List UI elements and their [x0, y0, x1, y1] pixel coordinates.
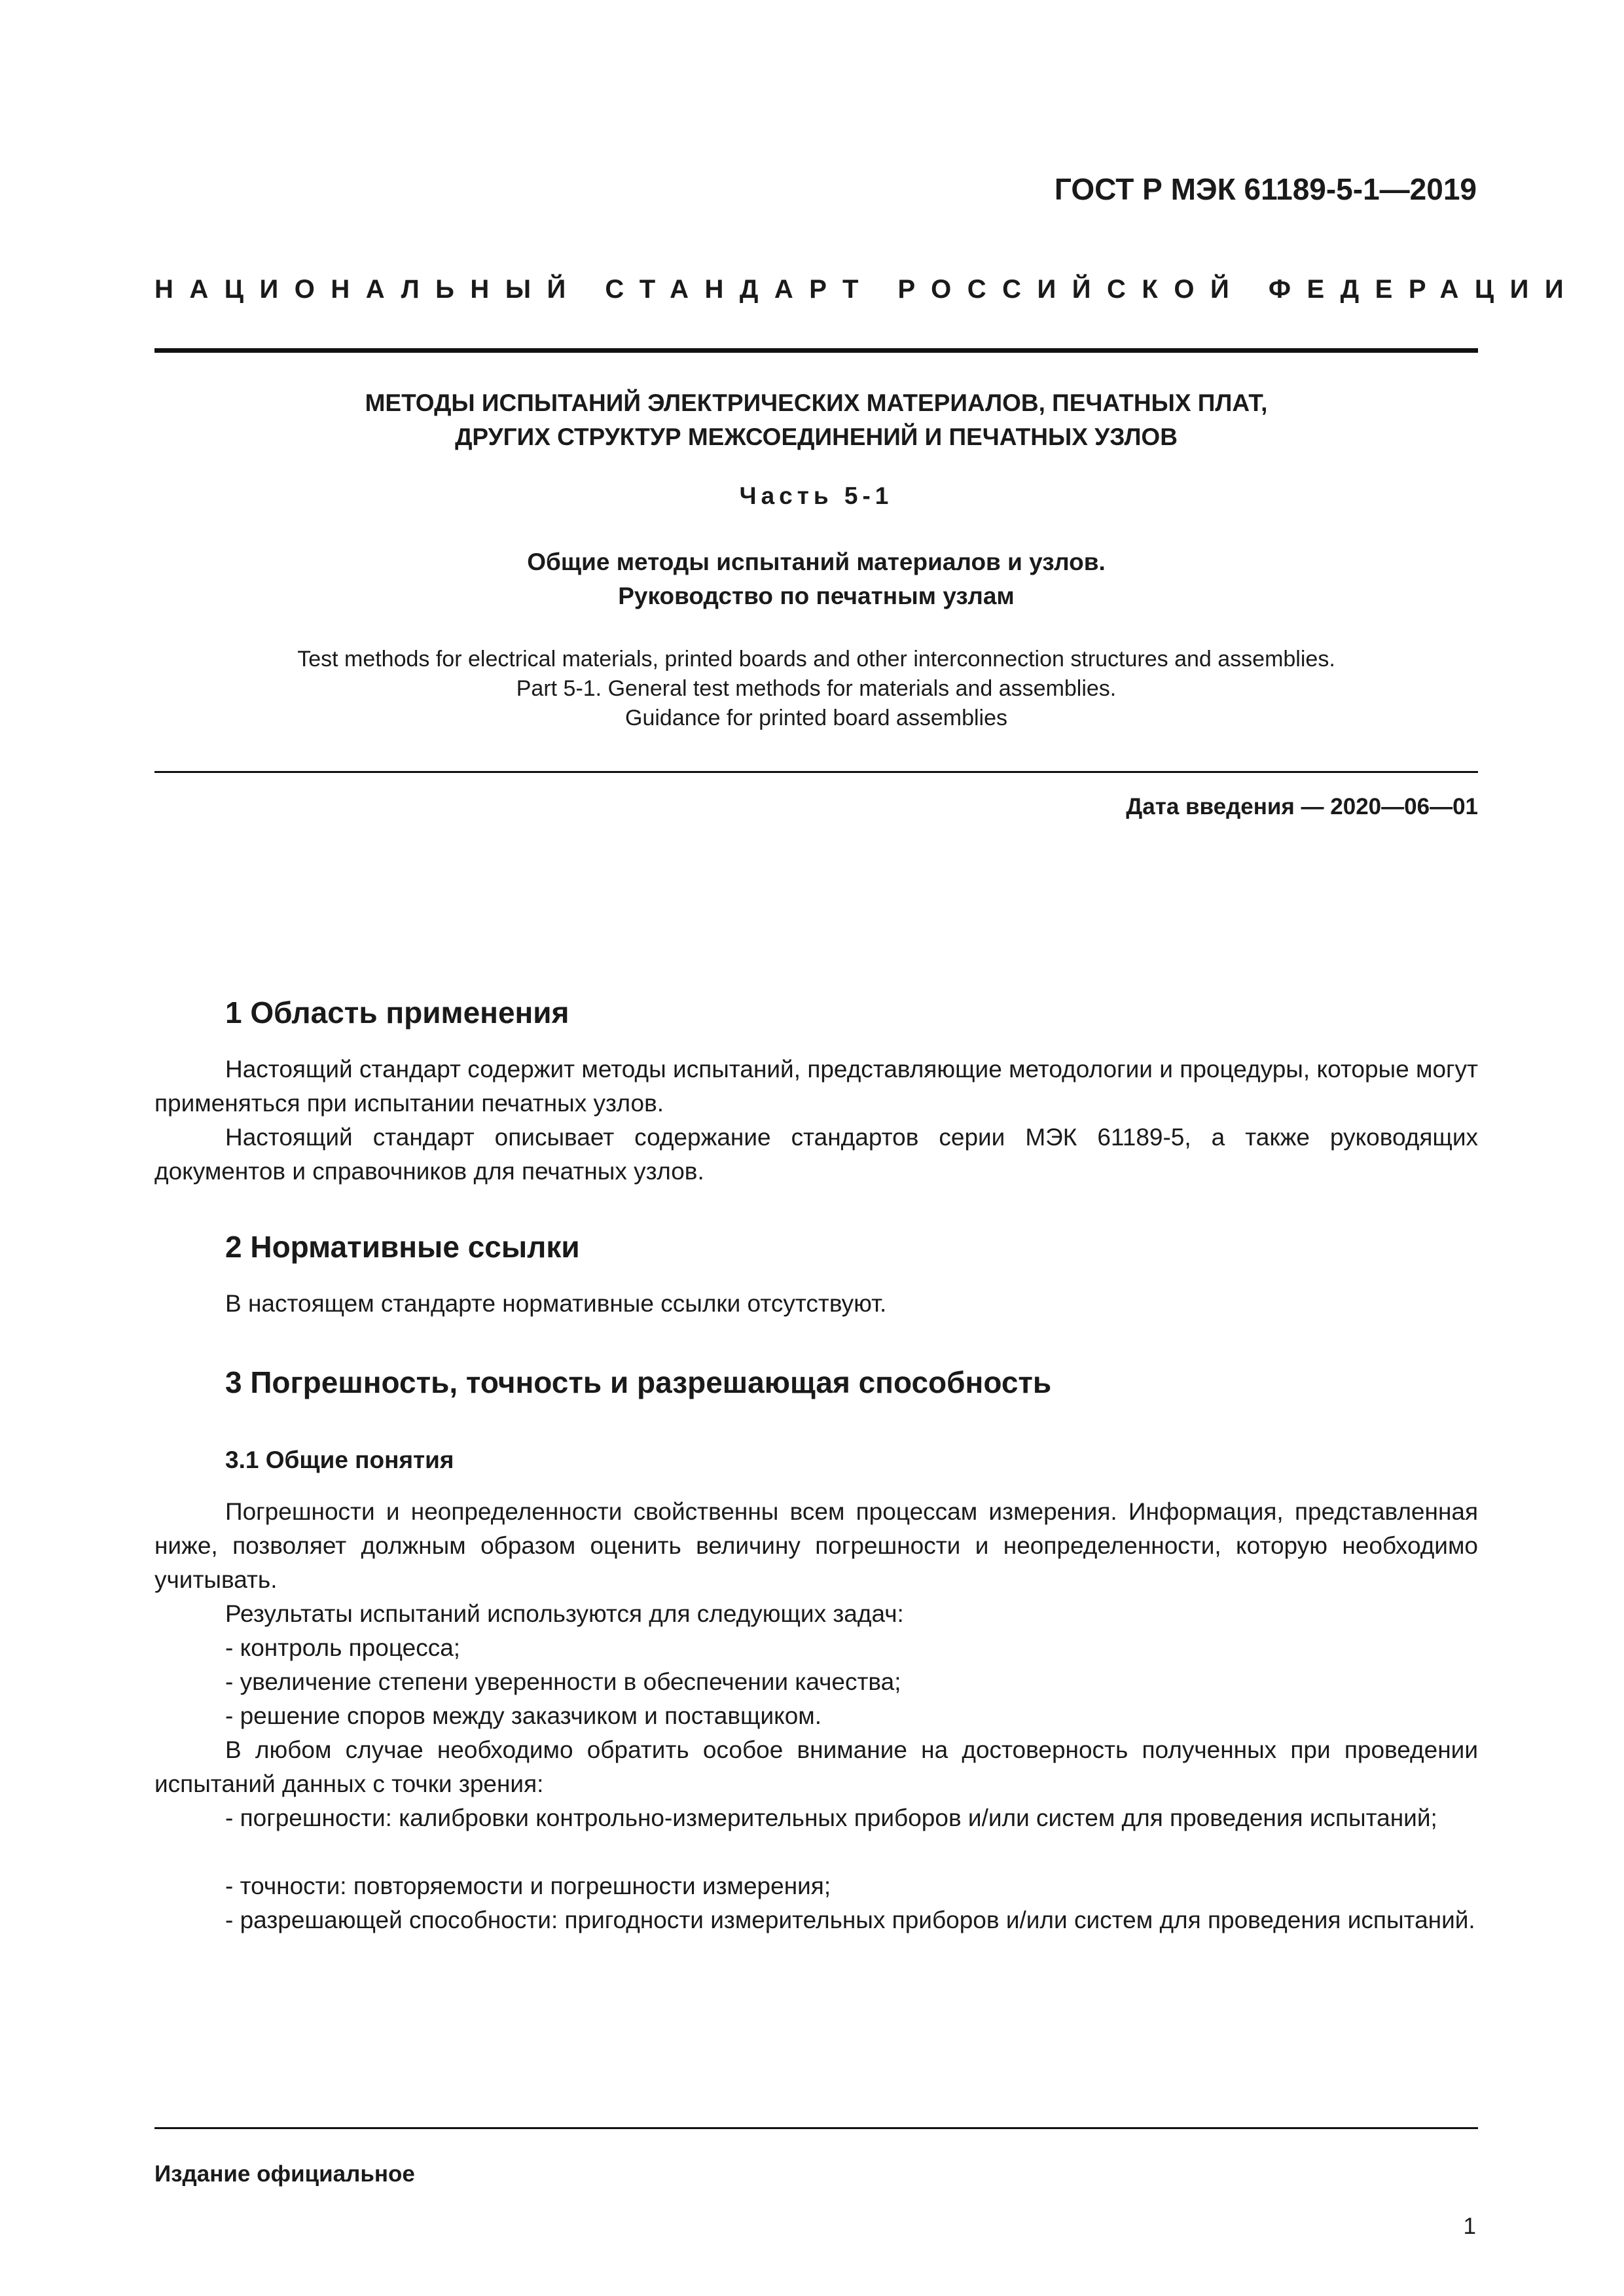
- document-number: ГОСТ Р МЭК 61189-5-1—2019: [1054, 172, 1477, 206]
- list-item: - увеличение степени уверенности в обеспечении качества;: [225, 1668, 901, 1695]
- section-3-paragraph-3: В любом случае необходимо обратить особое внимание на достоверность полученных при проведении испытаний данных с точки зрения:: [154, 1736, 1478, 1797]
- section-3-paragraph-2: Результаты испытаний используются для следующих задач:: [225, 1600, 904, 1627]
- footer-rule: [154, 2127, 1478, 2129]
- subtitle-russian: [154, 545, 1478, 613]
- title-ru-line1: МЕТОДЫ ИСПЫТАНИЙ ЭЛЕКТРИЧЕСКИХ МАТЕРИАЛОВ, ПЕЧАТНЫХ ПЛАТ,: [365, 389, 1268, 416]
- section-3-paragraph-1: Погрешности и неопределенности свойственны всем процессам измерения. Информация, представленная ниже, позволяет должным образом оценить величину погрешности и неопределенности, которую необходимо учитывать.: [154, 1498, 1478, 1593]
- title-en-line2: Part 5-1. General test methods for materials and assemblies.: [516, 676, 1117, 701]
- title-rule: [154, 771, 1478, 773]
- page-number: 1: [1463, 2214, 1476, 2239]
- subtitle-line2: Руководство по печатным узлам: [618, 583, 1015, 609]
- title-ru-line2: ДРУГИХ СТРУКТУР МЕЖСОЕДИНЕНИЙ И ПЕЧАТНЫХ УЗЛОВ: [455, 423, 1178, 450]
- national-standard-banner: НАЦИОНАЛЬНЫЙ СТАНДАРТ РОССИЙСКОЙ ФЕДЕРАЦИИ: [154, 275, 1580, 304]
- section-2-paragraph-1: В настоящем стандарте нормативные ссылки отсутствуют.: [225, 1290, 887, 1317]
- official-edition-label: Издание официальное: [154, 2161, 415, 2187]
- title-russian: [154, 386, 1478, 454]
- title-en-line3: Guidance for printed board assemblies: [625, 706, 1007, 730]
- section-1-paragraph-2: Настоящий стандарт описывает содержание стандартов серии МЭК 61189-5, а также руководящих документов и справочников для печатных узлов.: [154, 1124, 1478, 1185]
- header-rule: [154, 348, 1478, 353]
- list-item: - погрешности: калибровки контрольно-измерительных приборов и/или систем для проведения испытаний;: [225, 1804, 1437, 1831]
- title-english: [154, 645, 1478, 733]
- section-1-paragraph-1: Настоящий стандарт содержит методы испытаний, представляющие методологии и процедуры, которые могут применяться при испытании печатных узлов.: [154, 1056, 1478, 1117]
- section-1-heading: 1 Область применения: [225, 996, 569, 1030]
- introduction-date: Дата введения — 2020—06—01: [1126, 794, 1478, 819]
- list-item: - точности: повторяемости и погрешности измерения;: [225, 1873, 831, 1899]
- list-item: - решение споров между заказчиком и поставщиком.: [225, 1702, 822, 1729]
- section-3-heading: 3 Погрешность, точность и разрешающая способность: [225, 1365, 1052, 1399]
- part-label: Часть 5-1: [739, 482, 893, 509]
- subtitle-line1: Общие методы испытаний материалов и узлов.: [527, 548, 1106, 575]
- list-item: - контроль процесса;: [225, 1634, 461, 1661]
- section-3-1-heading: 3.1 Общие понятия: [225, 1446, 454, 1473]
- list-item: - разрешающей способности: пригодности измерительных приборов и/или систем для проведения испытаний.: [225, 1907, 1475, 1933]
- section-2-heading: 2 Нормативные ссылки: [225, 1230, 580, 1264]
- title-en-line1: Test methods for electrical materials, printed boards and other interconnection structures and assemblies.: [297, 647, 1335, 672]
